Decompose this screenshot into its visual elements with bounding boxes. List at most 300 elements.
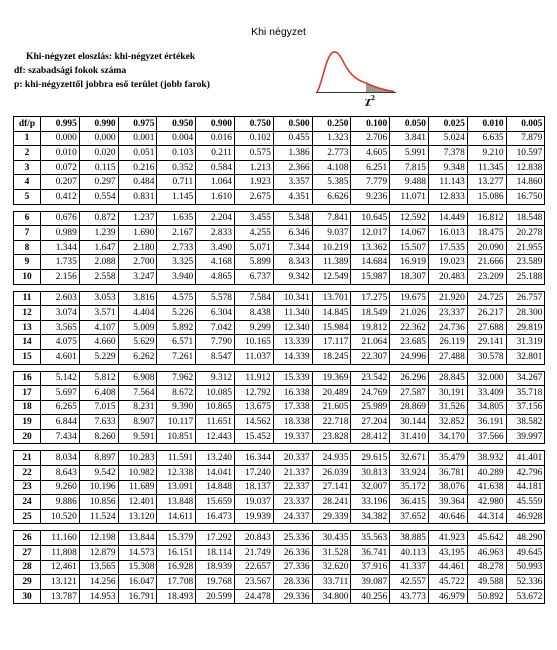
intro-text [14, 50, 210, 92]
value-cell: 39.364 [428, 495, 467, 510]
value-cell: 0.016 [196, 131, 235, 146]
table-row [14, 131, 545, 146]
value-cell: 13.277 [467, 175, 506, 190]
value-cell: 15.984 [312, 320, 351, 335]
chi-square-distribution-figure [314, 43, 400, 109]
p-column-header: 0.750 [234, 117, 273, 132]
table-row [14, 466, 545, 481]
figure-background [314, 43, 400, 109]
value-cell: 10.851 [157, 429, 196, 444]
value-cell: 39.087 [351, 575, 390, 590]
value-cell: 5.348 [273, 211, 312, 226]
value-cell: 34.805 [467, 400, 506, 415]
value-cell: 7.584 [234, 291, 273, 306]
value-cell: 11.143 [428, 175, 467, 190]
value-cell: 0.216 [118, 160, 157, 175]
value-cell: 23.209 [467, 269, 506, 284]
value-cell: 5.009 [118, 320, 157, 335]
value-cell: 0.484 [118, 175, 157, 190]
value-cell: 15.507 [390, 240, 429, 255]
value-cell: 34.382 [351, 509, 390, 524]
value-cell: 5.024 [428, 131, 467, 146]
value-cell: 41.401 [506, 451, 545, 466]
value-cell: 1.145 [157, 189, 196, 204]
value-cell: 0.412 [41, 189, 80, 204]
table-row [14, 306, 545, 321]
value-cell: 11.160 [41, 531, 80, 546]
value-cell: 30.578 [467, 349, 506, 364]
value-cell: 30.813 [351, 466, 390, 481]
value-cell: 45.642 [467, 531, 506, 546]
table-row [14, 546, 545, 561]
value-cell: 9.342 [273, 269, 312, 284]
value-cell: 21.749 [234, 546, 273, 561]
value-cell: 27.488 [428, 349, 467, 364]
value-cell: 2.180 [118, 240, 157, 255]
df-cell: 9 [14, 255, 41, 270]
value-cell: 13.565 [79, 560, 118, 575]
p-column-header: 0.990 [79, 117, 118, 132]
value-cell: 6.908 [118, 371, 157, 386]
value-cell: 17.708 [157, 575, 196, 590]
value-cell: 4.404 [118, 306, 157, 321]
value-cell: 15.379 [157, 531, 196, 546]
value-cell: 10.645 [351, 211, 390, 226]
value-cell: 40.113 [390, 546, 429, 561]
value-cell: 5.629 [118, 335, 157, 350]
value-cell: 14.041 [196, 466, 235, 481]
value-cell: 33.409 [467, 386, 506, 401]
value-cell: 36.415 [390, 495, 429, 510]
df-cell: 1 [14, 131, 41, 146]
df-cell: 2 [14, 146, 41, 161]
value-cell: 26.039 [312, 466, 351, 481]
value-cell: 31.528 [312, 546, 351, 561]
value-cell: 9.591 [118, 429, 157, 444]
value-cell: 28.336 [273, 575, 312, 590]
value-cell: 11.071 [390, 189, 429, 204]
value-cell: 34.170 [428, 429, 467, 444]
value-cell: 14.449 [428, 211, 467, 226]
value-cell: 11.340 [273, 306, 312, 321]
value-cell: 9.299 [234, 320, 273, 335]
value-cell: 17.240 [234, 466, 273, 481]
value-cell: 14.339 [273, 349, 312, 364]
df-cell: 10 [14, 269, 41, 284]
value-cell: 5.226 [157, 306, 196, 321]
value-cell: 16.750 [506, 189, 545, 204]
table-row [14, 320, 545, 335]
value-cell: 32.801 [506, 349, 545, 364]
value-cell: 15.086 [467, 189, 506, 204]
value-cell: 0.001 [118, 131, 157, 146]
df-p-header: df/p [14, 117, 41, 132]
value-cell: 22.307 [351, 349, 390, 364]
value-cell: 35.479 [428, 451, 467, 466]
df-cell: 5 [14, 189, 41, 204]
value-cell: 18.114 [196, 546, 235, 561]
value-cell: 23.337 [428, 306, 467, 321]
df-cell: 19 [14, 415, 41, 430]
df-cell: 12 [14, 306, 41, 321]
value-cell: 7.378 [428, 146, 467, 161]
group-separator [14, 204, 545, 211]
value-cell: 18.939 [196, 560, 235, 575]
table-row [14, 269, 545, 284]
value-cell: 14.562 [234, 415, 273, 430]
value-cell: 38.885 [390, 531, 429, 546]
table-row [14, 560, 545, 575]
value-cell: 1.690 [118, 226, 157, 241]
separator-cell [14, 364, 545, 371]
value-cell: 45.722 [428, 575, 467, 590]
value-cell: 2.700 [118, 255, 157, 270]
value-cell: 27.688 [467, 320, 506, 335]
df-cell: 24 [14, 495, 41, 510]
value-cell: 43.195 [428, 546, 467, 561]
value-cell: 0.051 [118, 146, 157, 161]
value-cell: 1.323 [312, 131, 351, 146]
value-cell: 4.107 [79, 320, 118, 335]
value-cell: 21.026 [390, 306, 429, 321]
value-cell: 1.239 [79, 226, 118, 241]
value-cell: 16.791 [118, 589, 157, 604]
value-cell: 23.542 [351, 371, 390, 386]
value-cell: 13.701 [312, 291, 351, 306]
value-cell: 4.601 [41, 349, 80, 364]
value-cell: 13.339 [273, 335, 312, 350]
value-cell: 37.156 [506, 400, 545, 415]
value-cell: 24.935 [312, 451, 351, 466]
value-cell: 4.255 [234, 226, 273, 241]
value-cell: 31.526 [428, 400, 467, 415]
value-cell: 22.718 [312, 415, 351, 430]
value-cell: 0.554 [79, 189, 118, 204]
value-cell: 3.247 [118, 269, 157, 284]
value-cell: 0.676 [41, 211, 80, 226]
df-cell: 20 [14, 429, 41, 444]
value-cell: 26.217 [467, 306, 506, 321]
value-cell: 32.007 [351, 480, 390, 495]
value-cell: 0.872 [79, 211, 118, 226]
value-cell: 8.231 [118, 400, 157, 415]
value-cell: 27.204 [351, 415, 390, 430]
value-cell: 0.575 [234, 146, 273, 161]
value-cell: 19.369 [312, 371, 351, 386]
value-cell: 13.362 [351, 240, 390, 255]
value-cell: 12.338 [157, 466, 196, 481]
value-cell: 4.660 [79, 335, 118, 350]
df-cell: 23 [14, 480, 41, 495]
value-cell: 26.119 [428, 335, 467, 350]
value-cell: 24.769 [351, 386, 390, 401]
value-cell: 10.597 [506, 146, 545, 161]
value-cell: 8.260 [79, 429, 118, 444]
value-cell: 19.675 [390, 291, 429, 306]
value-cell: 16.928 [157, 560, 196, 575]
value-cell: 9.210 [467, 146, 506, 161]
df-cell: 11 [14, 291, 41, 306]
value-cell: 27.587 [390, 386, 429, 401]
group-separator [14, 284, 545, 291]
value-cell: 21.064 [351, 335, 390, 350]
intro-line-p: p: khi-négyzettől jobbra eső terület (jobb farok) [14, 79, 210, 90]
value-cell: 41.923 [428, 531, 467, 546]
value-cell: 12.443 [196, 429, 235, 444]
value-cell: 34.267 [506, 371, 545, 386]
value-cell: 9.312 [196, 371, 235, 386]
value-cell: 10.283 [118, 451, 157, 466]
value-cell: 10.117 [157, 415, 196, 430]
value-cell: 6.265 [41, 400, 80, 415]
value-cell: 8.034 [41, 451, 80, 466]
value-cell: 18.137 [234, 480, 273, 495]
value-cell: 49.588 [467, 575, 506, 590]
value-cell: 6.571 [157, 335, 196, 350]
value-cell: 18.493 [157, 589, 196, 604]
table-row [14, 226, 545, 241]
value-cell: 5.385 [312, 175, 351, 190]
p-column-header: 0.500 [273, 117, 312, 132]
value-cell: 6.346 [273, 226, 312, 241]
value-cell: 22.657 [234, 560, 273, 575]
value-cell: 8.547 [196, 349, 235, 364]
value-cell: 2.733 [157, 240, 196, 255]
value-cell: 12.461 [41, 560, 80, 575]
value-cell: 40.289 [467, 466, 506, 481]
value-cell: 20.599 [196, 589, 235, 604]
value-cell: 15.339 [273, 371, 312, 386]
table-row [14, 575, 545, 590]
p-column-header: 0.100 [351, 117, 390, 132]
value-cell: 32.852 [428, 415, 467, 430]
value-cell: 42.796 [506, 466, 545, 481]
value-cell: 3.841 [390, 131, 429, 146]
value-cell: 33.924 [390, 466, 429, 481]
value-cell: 14.953 [79, 589, 118, 604]
value-cell: 17.338 [273, 400, 312, 415]
value-cell: 24.736 [428, 320, 467, 335]
value-cell: 0.211 [196, 146, 235, 161]
value-cell: 32.671 [390, 451, 429, 466]
value-cell: 1.064 [196, 175, 235, 190]
value-cell: 0.989 [41, 226, 80, 241]
value-cell: 32.000 [467, 371, 506, 386]
p-column-header: 0.050 [390, 117, 429, 132]
value-cell: 11.689 [118, 480, 157, 495]
value-cell: 23.685 [390, 335, 429, 350]
table-row [14, 400, 545, 415]
value-cell: 44.461 [428, 560, 467, 575]
value-cell: 10.856 [79, 495, 118, 510]
value-cell: 11.912 [234, 371, 273, 386]
value-cell: 15.659 [196, 495, 235, 510]
value-cell: 28.845 [428, 371, 467, 386]
value-cell: 41.638 [467, 480, 506, 495]
value-cell: 16.151 [157, 546, 196, 561]
df-cell: 29 [14, 575, 41, 590]
value-cell: 36.191 [467, 415, 506, 430]
value-cell: 1.344 [41, 240, 80, 255]
value-cell: 28.869 [390, 400, 429, 415]
value-cell: 29.819 [506, 320, 545, 335]
value-cell: 36.781 [428, 466, 467, 481]
value-cell: 0.297 [79, 175, 118, 190]
value-cell: 45.559 [506, 495, 545, 510]
value-cell: 40.256 [351, 589, 390, 604]
value-cell: 2.204 [196, 211, 235, 226]
value-cell: 14.573 [118, 546, 157, 561]
value-cell: 20.489 [312, 386, 351, 401]
df-cell: 6 [14, 211, 41, 226]
value-cell: 18.548 [506, 211, 545, 226]
value-cell: 5.071 [234, 240, 273, 255]
value-cell: 1.923 [234, 175, 273, 190]
value-cell: 4.351 [273, 189, 312, 204]
value-cell: 0.455 [273, 131, 312, 146]
value-cell: 3.455 [234, 211, 273, 226]
table-row [14, 291, 545, 306]
value-cell: 0.711 [157, 175, 196, 190]
value-cell: 1.213 [234, 160, 273, 175]
value-cell: 11.808 [41, 546, 80, 561]
p-column-header: 0.975 [118, 117, 157, 132]
value-cell: 16.919 [390, 255, 429, 270]
table-row [14, 451, 545, 466]
value-cell: 23.589 [506, 255, 545, 270]
intro-line-distribution: Khi-négyzet eloszlás: khi-négyzet értékek [26, 51, 196, 62]
value-cell: 23.567 [234, 575, 273, 590]
value-cell: 29.141 [467, 335, 506, 350]
value-cell: 5.229 [79, 349, 118, 364]
value-cell: 17.117 [312, 335, 351, 350]
separator-cell [14, 444, 545, 451]
value-cell: 10.165 [234, 335, 273, 350]
value-cell: 7.434 [41, 429, 80, 444]
value-cell: 40.646 [428, 509, 467, 524]
df-cell: 30 [14, 589, 41, 604]
value-cell: 7.015 [79, 400, 118, 415]
chi-square-table [13, 116, 545, 604]
value-cell: 53.672 [506, 589, 545, 604]
value-cell: 3.357 [273, 175, 312, 190]
value-cell: 7.633 [79, 415, 118, 430]
value-cell: 13.675 [234, 400, 273, 415]
value-cell: 19.037 [234, 495, 273, 510]
value-cell: 4.168 [196, 255, 235, 270]
value-cell: 19.939 [234, 509, 273, 524]
value-cell: 37.916 [351, 560, 390, 575]
value-cell: 26.296 [390, 371, 429, 386]
value-cell: 11.037 [234, 349, 273, 364]
p-column-header: 0.900 [196, 117, 235, 132]
value-cell: 11.651 [196, 415, 235, 430]
value-cell: 37.566 [467, 429, 506, 444]
value-cell: 8.343 [273, 255, 312, 270]
value-cell: 25.989 [351, 400, 390, 415]
value-cell: 42.980 [467, 495, 506, 510]
table-row [14, 509, 545, 524]
df-cell: 4 [14, 175, 41, 190]
value-cell: 19.023 [428, 255, 467, 270]
value-cell: 16.473 [196, 509, 235, 524]
value-cell: 35.718 [506, 386, 545, 401]
value-cell: 38.076 [428, 480, 467, 495]
value-cell: 20.337 [273, 451, 312, 466]
value-cell: 21.337 [273, 466, 312, 481]
value-cell: 35.563 [351, 531, 390, 546]
value-cell: 7.841 [312, 211, 351, 226]
value-cell: 12.833 [428, 189, 467, 204]
value-cell: 4.865 [196, 269, 235, 284]
value-cell: 20.843 [234, 531, 273, 546]
df-cell: 25 [14, 509, 41, 524]
value-cell: 25.336 [273, 531, 312, 546]
value-cell: 12.792 [234, 386, 273, 401]
value-cell: 3.074 [41, 306, 80, 321]
value-cell: 2.833 [196, 226, 235, 241]
group-separator [14, 444, 545, 451]
value-cell: 14.611 [157, 509, 196, 524]
value-cell: 2.773 [312, 146, 351, 161]
value-cell: 0.004 [157, 131, 196, 146]
value-cell: 0.020 [79, 146, 118, 161]
table-row [14, 160, 545, 175]
value-cell: 44.181 [506, 480, 545, 495]
value-cell: 17.535 [428, 240, 467, 255]
value-cell: 6.844 [41, 415, 80, 430]
value-cell: 9.348 [428, 160, 467, 175]
value-cell: 17.292 [196, 531, 235, 546]
value-cell: 5.142 [41, 371, 80, 386]
value-cell: 14.860 [506, 175, 545, 190]
value-cell: 7.042 [196, 320, 235, 335]
value-cell: 6.251 [351, 160, 390, 175]
value-cell: 7.344 [273, 240, 312, 255]
value-cell: 1.386 [273, 146, 312, 161]
value-cell: 31.319 [506, 335, 545, 350]
value-cell: 49.645 [506, 546, 545, 561]
value-cell: 0.072 [41, 160, 80, 175]
value-cell: 3.325 [157, 255, 196, 270]
separator-cell [14, 204, 545, 211]
value-cell: 48.290 [506, 531, 545, 546]
p-column-header: 0.025 [428, 117, 467, 132]
value-cell: 17.275 [351, 291, 390, 306]
value-cell: 33.196 [351, 495, 390, 510]
value-cell: 21.920 [428, 291, 467, 306]
value-cell: 12.017 [351, 226, 390, 241]
value-cell: 13.787 [41, 589, 80, 604]
value-cell: 2.706 [351, 131, 390, 146]
value-cell: 10.196 [79, 480, 118, 495]
value-cell: 0.584 [196, 160, 235, 175]
value-cell: 29.336 [273, 589, 312, 604]
value-cell: 8.672 [157, 386, 196, 401]
df-cell: 28 [14, 560, 41, 575]
df-cell: 7 [14, 226, 41, 241]
value-cell: 15.308 [118, 560, 157, 575]
value-cell: 18.307 [390, 269, 429, 284]
value-cell: 6.304 [196, 306, 235, 321]
intro-line-df: df: szabadsági fokok száma [14, 65, 127, 76]
value-cell: 32.620 [312, 560, 351, 575]
df-cell: 26 [14, 531, 41, 546]
value-cell: 6.262 [118, 349, 157, 364]
value-cell: 5.899 [234, 255, 273, 270]
value-cell: 0.115 [79, 160, 118, 175]
separator-cell [14, 284, 545, 291]
